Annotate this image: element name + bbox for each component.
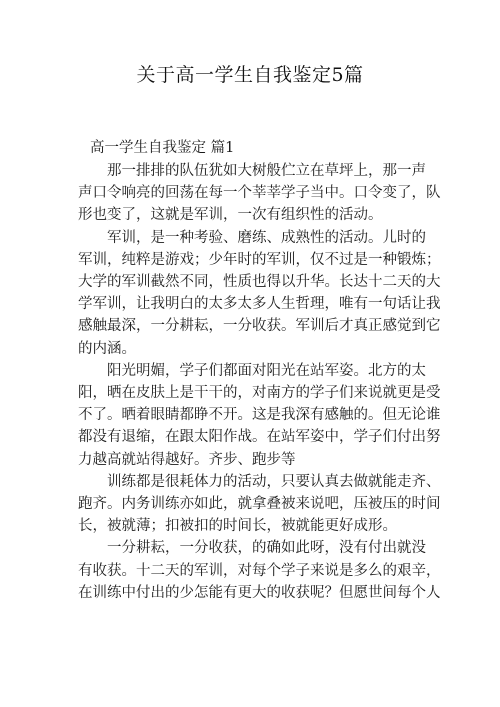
paragraph-1 <box>78 160 441 227</box>
paragraph-line: 大学的军训截然不同，性质也得以升华。长达十二天的大 <box>78 274 441 291</box>
paragraph-line: 军训，是一种考验、磨练、成熟性的活动。儿时的 <box>107 229 426 246</box>
paragraph-line: 跑齐。内务训练亦如此，就拿叠被来说吧，压被压的时间 <box>78 496 441 513</box>
paragraph-line: 一分耕耘，一分收获，的确如此呀，没有付出就没 <box>107 540 426 557</box>
paragraph-2 <box>78 227 441 360</box>
paragraph-line: 有收获。十二天的军训，对每个学子来说是多么的艰辛， <box>78 562 441 579</box>
paragraph-line: 训练都是很耗体力的活动，只要认真去做就能走齐、 <box>107 473 441 490</box>
paragraph-line: 阳光明媚，学子们都面对阳光在站军姿。北方的太 <box>107 362 426 379</box>
paragraph-line: 在训练中付出的少怎能有更大的收获呢？但愿世间每个人 <box>78 584 441 601</box>
paragraph-line: 力越高就站得越好。齐步、跑步等 <box>78 451 296 468</box>
paragraph-line: 学军训，让我明白的太多太多人生哲理，唯有一句话让我 <box>78 296 441 313</box>
paragraph-line: 的内涵。 <box>78 340 136 357</box>
paragraph-line: 那一排排的队伍犹如大树般伫立在草坪上，那一声 <box>107 163 426 179</box>
paragraph-4 <box>78 471 441 538</box>
paragraph-line: 长，被就薄；扣被扣的时间长，被就能更好成形。 <box>78 518 397 535</box>
paragraph-line: 阳，晒在皮肤上是干干的，对南方的学子们来说就更是受 <box>78 385 441 402</box>
paragraph-line: 声口令响亮的回荡在每一个莘莘学子当中。口令变了，队 <box>78 185 441 202</box>
document-body <box>78 160 441 604</box>
document-title: 关于高一学生自我鉴定5篇 <box>136 64 364 86</box>
paragraph-line: 不了。晒着眼睛都睁不开。这是我深有感触的。但无论谁 <box>78 407 441 424</box>
paragraph-line: 都没有退缩，在跟太阳作战。在站军姿中，学子们付出努 <box>78 429 441 446</box>
paragraph-5 <box>78 537 441 604</box>
paragraph-line: 形也变了，这就是军训，一次有组织性的活动。 <box>78 207 383 224</box>
paragraph-line: 感触最深，一分耕耘，一分收获。军训后才真正感觉到它 <box>78 318 441 335</box>
paragraph-line: 军训，纯粹是游戏；少年时的军训，仅不过是一种锻炼； <box>78 251 441 268</box>
section-heading: 高一学生自我鉴定 篇1 <box>90 140 235 156</box>
paragraph-3 <box>78 360 441 471</box>
